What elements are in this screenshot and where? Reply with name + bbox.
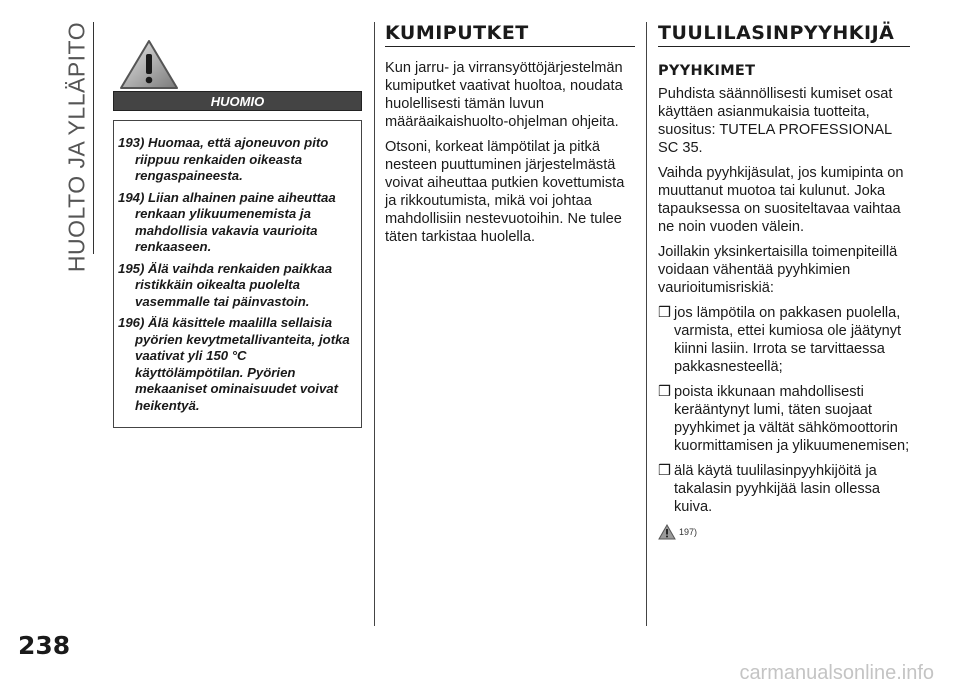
wiper-paragraph: Vaihda pyyhkijäsulat, jos kumipinta on muuttanut muotoa tai kulunut. Joka tapauksessa on suositeltavaa vaihtaa ne noin vuoden välein. xyxy=(658,165,904,235)
small-warning-icon xyxy=(658,524,676,540)
warning-triangle-icon xyxy=(118,38,180,92)
kumiputket-heading: KUMIPUTKET xyxy=(385,22,635,47)
tuulilasinpyyhkija-column xyxy=(658,22,910,540)
kumiputket-column xyxy=(385,22,635,253)
wiper-bullet-text: poista ikkunaan mahdollisesti kerääntynyt lumi, täten suojaat pyyhkimet ja vältät sähkömoottorin kuormittamisen ja ylikuumenemisen; xyxy=(674,384,910,454)
wiper-bullet xyxy=(658,462,910,516)
warning-item: 193) Huomaa, että ajoneuvon pito riippuu renkaiden oikeasta rengaspaineesta. xyxy=(118,135,329,183)
checkbox-bullet-icon: ❒ xyxy=(658,384,672,400)
checkbox-bullet-icon: ❒ xyxy=(658,463,672,479)
wiper-paragraph: Puhdista säännöllisesti kumiset osat käyttäen asianmukaisia tuotteita, suositus: TUTELA PROFESSIONAL SC 35. xyxy=(658,86,893,156)
wiper-bullet-text: jos lämpötila on pakkasen puolella, varmista, ettei kumiosa ole jäätynyt kiinni lasiin. Irrota se tarvittaessa pakkasnesteellä; xyxy=(674,305,902,375)
page-number: 238 xyxy=(18,631,71,660)
warning-reference-number: 197) xyxy=(679,527,698,537)
warning-item: 195) Älä vaihda renkaiden paikkaa ristikkäin oikealta puolelta vasemmalle tai päinvastoin. xyxy=(118,260,333,309)
warning-item: 194) Liian alhainen paine aiheuttaa renkaan ylikuumenemista ja mahdollisia vakavia vaurioita renkaaseen. xyxy=(118,189,336,254)
checkbox-bullet-icon: ❒ xyxy=(658,305,672,321)
section-label: HUOLTO JA YLLÄPITO xyxy=(63,21,90,273)
column-divider xyxy=(646,22,647,626)
section-label-rule xyxy=(93,22,94,254)
wiper-bullet xyxy=(658,304,910,376)
wiper-bullet-text: älä käytä tuulilasinpyyhkijöitä ja takalasin pyyhkijää lasin ollessa kuiva. xyxy=(674,463,881,515)
pyyhkimet-subheading: PYYHKIMET xyxy=(658,63,756,79)
tuulilasinpyyhkija-heading: TUULILASINPYYHKIJÄ xyxy=(658,22,910,47)
kumiputket-paragraph: Kun jarru- ja virransyöttöjärjestelmän kumiputket vaativat huoltoa, noudata huolellisesti tämän luvun määräaikaishuolto-ohjelman ohjeita. xyxy=(385,60,623,130)
warning-box xyxy=(113,120,362,428)
wiper-bullet xyxy=(658,383,910,455)
warning-reference xyxy=(658,524,910,540)
warning-item: 196) Älä käsittele maalilla sellaisia pyörien kevytmetallivanteita, jotka vaativat yli 150 °C käyttölämpötilan. Pyörien mekaaniset ominaisuudet voivat heikentyä. xyxy=(118,315,350,413)
watermark: carmanualsonline.info xyxy=(739,662,934,684)
wiper-paragraph: Joillakin yksinkertaisilla toimenpiteillä voidaan vähentää pyyhkimien vaurioitumisriskiä: xyxy=(658,244,898,296)
kumiputket-paragraph: Otsoni, korkeat lämpötilat ja pitkä nesteen puuttuminen järjestelmästä voivat aiheuttaa putkien kovettumista ja rikkoutumista, mikä voi johtaa mahdollisiin nestevuotoihin. Ne tulee täten tarkistaa huolella. xyxy=(385,139,625,245)
column-divider xyxy=(374,22,375,626)
warning-title: HUOMIO xyxy=(113,91,362,111)
